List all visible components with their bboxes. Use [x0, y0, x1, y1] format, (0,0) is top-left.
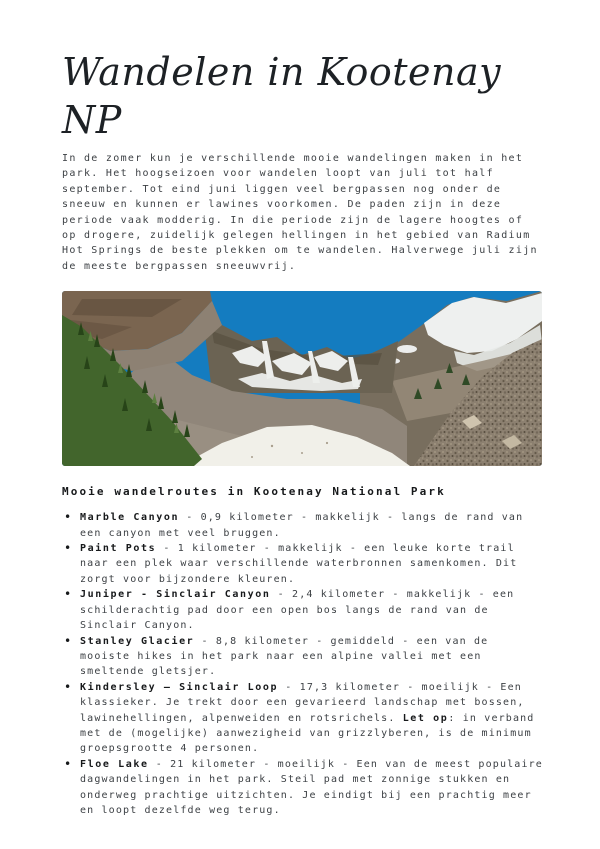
- section-heading: Mooie wandelroutes in Kootenay National Park: [62, 485, 446, 499]
- page-title: Wandelen in Kootenay NP: [62, 50, 502, 142]
- route-item: [62, 757, 544, 819]
- mountain-valley-photo: [62, 291, 542, 466]
- route-note-text: : in verband met de (mogelijke) aanwezigheid van grizzlyberen, is de minimum groepsgrootte 4 personen.: [80, 712, 535, 755]
- route-name: Floe Lake: [80, 758, 149, 770]
- route-name: Marble Canyon: [80, 512, 180, 524]
- route-name: Juniper - Sinclair Canyon: [80, 589, 271, 601]
- route-note-label: Let op: [402, 712, 449, 724]
- route-description: - 2,4 kilometer - makkelijk - een schilderachtig pad door een open bos langs de rand van de Sinclair Canyon.: [80, 589, 515, 632]
- route-item: [62, 634, 544, 680]
- route-item: [62, 510, 544, 541]
- routes-list: [62, 510, 544, 818]
- route-item: [62, 680, 544, 757]
- intro-paragraph: In de zomer kun je verschillende mooie wandelingen maken in het park. Het hoogseizoen voor wandelen loopt van juli tot half september. Tot eind juni liggen veel bergpassen nog onder de sneeuw en kunnen er lawines voorkomen. De paden zijn in deze periode vaak modderig. In die periode zijn de lagere hoogtes of op drogere, zuidelijk gelegen hellingen in het gebied van Radium Hot Springs de beste plekken om te wandelen. Halverwege juli zijn de meeste bergpassen sneeuwvrij.: [62, 153, 538, 272]
- mountain-photo-illustration: [62, 291, 542, 466]
- route-item: [62, 587, 544, 633]
- route-name: Kindersley – Sinclair Loop: [80, 681, 279, 693]
- route-description: - 8,8 kilometer - gemiddeld - een van de mooiste hikes in het park naar een alpine vallei met een smeltende gletsjer.: [80, 635, 489, 678]
- route-description: - 17,3 kilometer - moeilijk - Een klassieker. Je trekt door een gevarieerd landschap met bossen, lawinehellingen, alpenweiden en rotsrichels.: [80, 681, 525, 724]
- route-name: Stanley Glacier: [80, 635, 195, 647]
- route-description: - 1 kilometer - makkelijk - een leuke korte trail naar een plek waar verschillende waterbronnen samenkomen. Dit zorgt voor bijzondere kleuren.: [80, 543, 518, 585]
- route-name: Paint Pots: [80, 543, 157, 555]
- route-description: - 0,9 kilometer - makkelijk - langs de rand van een canyon met veel bruggen.: [80, 512, 524, 539]
- route-description: - 21 kilometer - moeilijk - Een van de meest populaire dagwandelingen in het park. Steil pad met zonnige stukken en onderweg prachtige uitzichten. Je eindigt bij een prachtig meer en loopt dezelfde weg terug.: [80, 758, 543, 816]
- route-item: [62, 541, 544, 587]
